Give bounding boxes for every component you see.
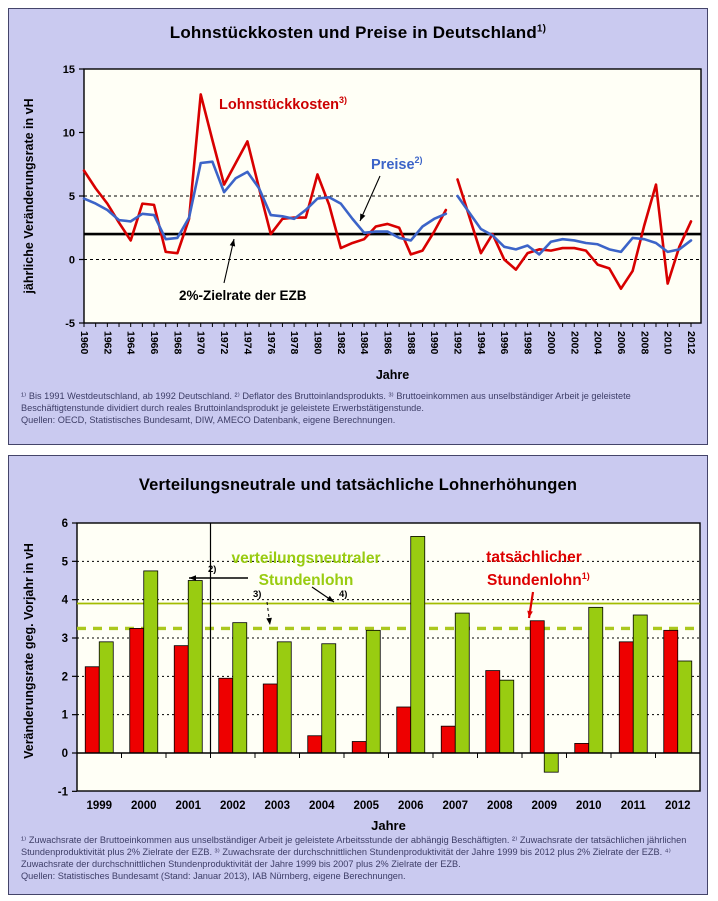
y-tick-label: 4 (61, 594, 68, 607)
neutral-wage-bar (99, 642, 113, 753)
lohnstueckkosten-label: Lohnstückkosten$^{3)}$ (219, 95, 348, 113)
actual-wage-bar (174, 646, 188, 753)
x-category-label: 2002 (219, 800, 246, 812)
x-tick-label: 1960 (78, 331, 90, 355)
y-tick-label: 0 (68, 254, 75, 267)
y-tick-label: 15 (62, 64, 75, 76)
y-tick-label: -5 (65, 318, 75, 330)
footnote-ref-3: 3) (253, 589, 262, 600)
y-tick-label: -1 (57, 786, 68, 799)
x-tick-label: 1996 (498, 331, 511, 355)
x-tick-label: 1976 (264, 331, 277, 355)
x-category-label: 2003 (264, 800, 291, 812)
x-tick-label: 1972 (218, 331, 231, 355)
actual-wage-bar (397, 707, 411, 753)
bottom-chart-panel (8, 455, 708, 895)
footnote-ref-4: 4) (339, 589, 348, 600)
actual-wage-bar (352, 742, 366, 754)
bar-plot-area (77, 523, 700, 791)
top-chart-title-text: Lohnstückkosten und Preise in Deutschland (169, 23, 537, 42)
x-axis-title: Jahre (375, 368, 410, 382)
x-category-label: 2007 (442, 800, 469, 812)
actual-wage-bar (530, 621, 544, 753)
x-tick-label: 1998 (521, 331, 534, 355)
actual-wage-label-line2: Stundenlohn$^{1)}$ (487, 571, 590, 589)
x-category-label: 2005 (353, 800, 380, 812)
x-tick-label: 2012 (685, 331, 697, 355)
neutral-wage-bar (144, 571, 158, 753)
actual-wage-bar (219, 678, 233, 753)
actual-wage-bar (85, 667, 99, 753)
x-category-label: 2008 (486, 800, 513, 812)
neutral-wage-bar (455, 613, 469, 753)
neutral-wage-label-line1: verteilungsneutraler (231, 550, 381, 567)
x-tick-label: 2002 (568, 331, 581, 355)
bottom-chart-title-text: Verteilungsneutrale und tatsächliche Lohnerhöhungen (138, 476, 578, 494)
neutral-wage-bar (544, 753, 558, 772)
neutral-wage-bar (633, 615, 647, 753)
top-chart-footnote-text: ¹⁾ Bis 1991 Westdeutschland, ab 1992 Deutschland. ²⁾ Deflator des Bruttoinlandsprodukts. ³⁾ Bruttoeinkommen aus unselbständiger Arbeit je geleistete Beschäftigtenstunde dividiert durch reales Bruttoinlandsprodukt je geleistete Erwerbstätigenstunde. (21, 391, 631, 413)
x-tick-label: 1978 (288, 331, 301, 355)
actual-wage-label-line1: tatsächlicher (486, 549, 582, 566)
x-tick-label: 1962 (101, 331, 114, 355)
top-chart-panel (8, 8, 708, 445)
x-tick-label: 1964 (124, 331, 137, 355)
x-tick-label: 2010 (661, 331, 674, 355)
neutral-wage-bar (678, 661, 692, 753)
y-tick-label: 2 (61, 671, 68, 684)
x-tick-label: 1990 (428, 331, 441, 355)
x-category-label: 2006 (397, 800, 424, 812)
actual-wage-bar (441, 726, 455, 753)
x-tick-label: 1982 (334, 331, 347, 355)
neutral-wage-bar (277, 642, 291, 753)
actual-wage-bar (263, 684, 277, 753)
x-category-label: 2009 (531, 800, 558, 812)
x-tick-label: 1984 (358, 331, 371, 355)
x-category-label: 2000 (130, 800, 157, 812)
x-tick-label: 1970 (194, 331, 207, 355)
footnote-ref-2: 2) (208, 564, 217, 575)
actual-wage-bar (619, 642, 633, 753)
actual-wage-bar (486, 671, 500, 753)
y-axis-title: Veränderungsrate geg. Vorjahr in vH (22, 543, 36, 759)
ezb-target-label: 2%-Zielrate der EZB (179, 288, 307, 303)
x-tick-label: 1994 (474, 331, 487, 355)
neutral-wage-bar (589, 607, 603, 753)
x-tick-label: 1992 (451, 331, 464, 355)
bottom-chart-footnote-text: ¹⁾ Zuwachsrate der Bruttoeinkommen aus unselbständiger Arbeit je geleistete Arbeitsstunde der abhängig Beschäftigten. ²⁾ Zuwachsrate der tatsächlichen jährlichen Stundenproduktivität plus 2% Zielrate der EZB. ³⁾ Zuwachsrate der durchschnittlichen Stundenproduktivität der Jahre 1999 bis 2012 plus 2% Zielrate der EZB. ⁴⁾ Zuwachsrate der durchschnittlichen Stundenproduktivität der Jahre 1999 bis 2007 plus 2% Zielrate der EZB. (21, 835, 687, 869)
x-tick-label: 1966 (148, 331, 161, 355)
x-axis-title: Jahre (371, 818, 406, 833)
neutral-wage-label-line2: Stundenlohn (258, 572, 354, 589)
neutral-wage-bar (188, 581, 202, 754)
line-chart-svg (9, 9, 709, 389)
neutral-wage-bar (233, 623, 247, 753)
y-tick-label: 3 (61, 633, 68, 645)
y-tick-label: 5 (61, 556, 68, 569)
x-category-label: 1999 (86, 800, 113, 812)
x-category-label: 2011 (620, 800, 646, 812)
top-chart-source: Quellen: OECD, Statistisches Bundesamt, DIW, AMECO Datenbank, eigene Berechnungen. (21, 414, 396, 425)
top-chart-footnote (21, 391, 697, 427)
y-axis-title: jährliche Veränderungsrate in vH (22, 98, 36, 294)
y-tick-label: 5 (68, 191, 75, 203)
bar-chart-svg (9, 456, 709, 894)
bottom-chart-source: Quellen: Statistisches Bundesamt (Stand: Januar 2013), IAB Nürnberg, eigene Berechnungen. (21, 870, 406, 881)
neutral-wage-bar (500, 680, 514, 753)
x-tick-label: 1968 (171, 331, 184, 355)
y-tick-label: 6 (61, 518, 68, 530)
x-tick-label: 2004 (591, 331, 604, 355)
x-category-label: 2010 (575, 800, 602, 812)
x-tick-label: 1986 (381, 331, 394, 355)
neutral-wage-bar (366, 630, 380, 753)
x-tick-label: 2006 (614, 331, 627, 355)
y-tick-label: 0 (61, 748, 68, 760)
x-tick-label: 1974 (241, 331, 254, 355)
x-tick-label: 1980 (311, 331, 324, 355)
x-category-label: 2001 (175, 800, 202, 812)
y-tick-label: 10 (62, 127, 75, 140)
x-tick-label: 2008 (638, 331, 651, 355)
neutral-wage-bar (322, 644, 336, 753)
x-category-label: 2004 (308, 800, 335, 812)
actual-wage-bar (130, 628, 144, 753)
x-tick-label: 1988 (404, 331, 417, 355)
neutral-wage-bar (411, 536, 425, 753)
preise-label: Preise$^{2)}$ (371, 155, 423, 173)
x-tick-label: 2000 (544, 331, 557, 355)
actual-wage-bar (575, 743, 589, 753)
actual-wage-bar (664, 630, 678, 753)
bottom-chart-footnote (21, 835, 697, 883)
x-category-label: 2012 (664, 800, 691, 812)
y-tick-label: 1 (61, 709, 68, 722)
top-chart-title-sup: 1) (536, 23, 547, 35)
actual-wage-bar (308, 736, 322, 753)
